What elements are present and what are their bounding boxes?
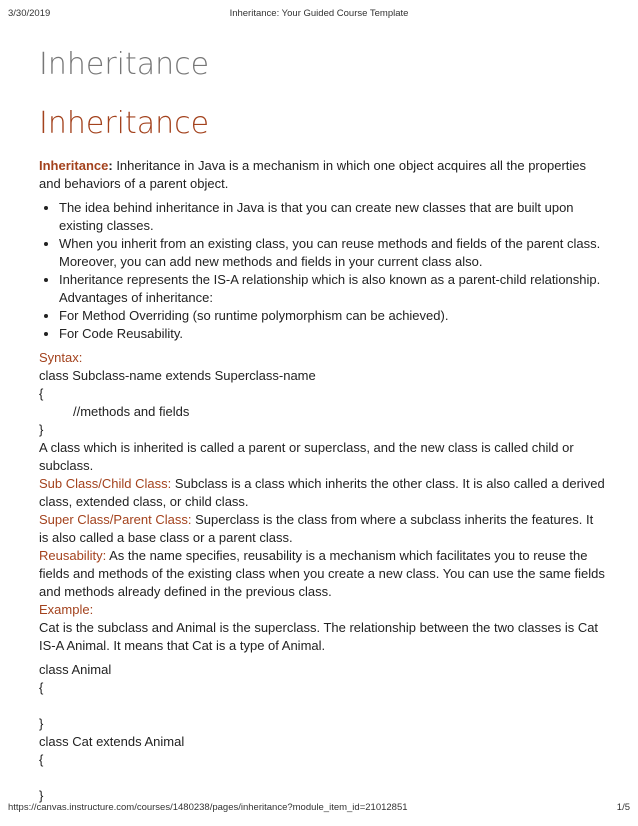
intro-text: Inheritance in Java is a mechanism in which one object acquires all the properties and behaviors of a parent object. (39, 158, 587, 191)
intro-colon: : (108, 158, 113, 173)
bullet-list (39, 199, 605, 343)
print-header (8, 8, 630, 22)
superclass-text: Superclass is the class from where a subclass inherits the features. It is also called a base class or a parent class. (39, 512, 594, 545)
example-label: Example: (39, 602, 94, 617)
syntax-close-brace: } (39, 422, 44, 437)
intro-term: Inheritance (39, 158, 109, 173)
parent-definition: A class which is inherited is called a parent or superclass, and the new class is called child or subclass. (39, 440, 574, 473)
print-url: https://canvas.instructure.com/courses/1480238/pages/inheritance?module_item_id=21012851 (8, 802, 408, 813)
reusability-text: As the name specifies, reusability is a mechanism which facilitates you to reuse the fields and methods of the existing class when you create a new class. You can use the same fields and methods already defined in the previous class. (39, 548, 605, 599)
subclass-text: Subclass is a class which inherits the other class. It is also called a derived class, extended class, or child class. (39, 476, 605, 509)
code-open-brace: { (39, 680, 44, 695)
code-class-animal: class Animal (39, 662, 112, 677)
content-title: Inheritance (39, 106, 210, 141)
syntax-body: //methods and fields (73, 404, 190, 419)
reusability-definition (39, 547, 605, 601)
subclass-definition (39, 475, 605, 511)
reusability-label: Reusability: (39, 548, 107, 563)
superclass-definition (39, 511, 605, 547)
superclass-label: Super Class/Parent Class: (39, 512, 192, 527)
print-doc-title: Inheritance: Your Guided Course Template (229, 8, 409, 19)
syntax-line: class Subclass-name extends Superclass-name (39, 368, 316, 383)
page-title: Inheritance (39, 47, 210, 82)
code-open-brace: { (39, 752, 44, 767)
code-class-cat: class Cat extends Animal (39, 734, 185, 749)
syntax-open-brace: { (39, 386, 44, 401)
spacer (39, 697, 605, 715)
subclass-label: Sub Class/Child Class: (39, 476, 172, 491)
intro-paragraph (39, 157, 605, 193)
code-close-brace: } (39, 788, 44, 803)
list-item: • Inheritance represents the IS-A relationship which is also known as a parent-child relationship. Advantages of inheritance: (59, 271, 605, 307)
print-date: 3/30/2019 (8, 8, 51, 19)
list-item: • The idea behind inheritance in Java is that you can create new classes that are built upon existing classes. (59, 199, 605, 235)
spacer (39, 769, 605, 787)
list-item: • For Code Reusability. (59, 325, 605, 343)
syntax-label: Syntax: (39, 350, 83, 365)
example-text: Cat is the subclass and Animal is the superclass. The relationship between the two classes is Cat IS-A Animal. It means that Cat is a type of Animal. (39, 620, 599, 653)
list-item: • For Method Overriding (so runtime polymorphism can be achieved). (59, 307, 605, 325)
list-item: • When you inherit from an existing class, you can reuse methods and fields of the parent class. Moreover, you can add new methods and fields in your current class also. (59, 235, 605, 271)
code-close-brace: } (39, 716, 44, 731)
page-content (39, 40, 605, 805)
page-number: 1/5 (616, 802, 630, 813)
print-footer (8, 802, 630, 816)
